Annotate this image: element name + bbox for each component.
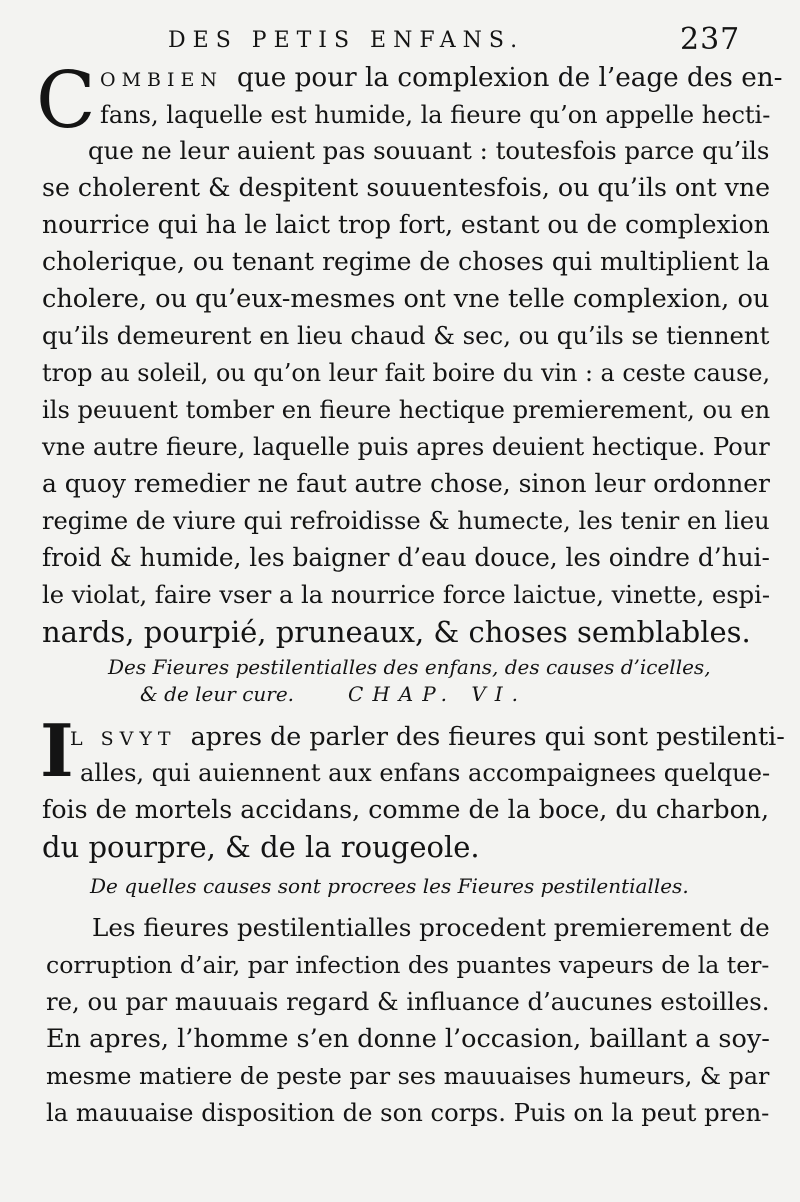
text-line: la mauuaise disposition de son corps. Puis on la peut pren- [46,1098,770,1127]
text-line: trop au soleil, ou qu’on leur fait boire du vin : a ceste cause, [42,359,771,387]
text-line-content: que pour la complexion de l’eage des en- [237,63,783,93]
lead-word: OMBIEN [100,69,223,91]
text-line: se cholerent & despitent souuentesfois, ou qu’ils ont vne [42,173,771,202]
text-line: froid & humide, les baigner d’eau douce, les oindre d’hui- [42,543,770,572]
text-line: regime de viure qui refroidisse & humecte, les tenir en lieu [42,507,770,535]
text-line: nards, pourpié, pruneaux, & choses semblables. [42,615,751,649]
drop-capital: C [36,56,96,146]
running-title: DES PETIS ENFANS. [168,28,525,53]
text-line: du pourpre, & de la rougeole. [42,830,480,864]
lead-word: L SVYT [70,728,177,750]
text-line: mesme matiere de peste par ses mauuaises humeurs, & par [46,1062,770,1090]
text-line: vne autre fieure, laquelle puis apres deuient hectique. Pour [42,433,770,461]
chapter-heading-text: & de leur cure. [140,682,295,706]
text-line: le violat, faire vser a la nourrice force laictue, vinette, espi- [42,581,771,609]
text-line: ils peuuent tomber en fieure hectique premierement, ou en [42,396,771,424]
text-line: que ne leur auient pas souuant : toutesfois parce qu’ils [88,136,770,165]
text-line: nourrice qui ha le laict trop fort, estant ou de complexion [42,210,770,239]
text-line: fans, laquelle est humide, la fieure qu’on appelle hecti- [100,101,771,129]
text-line: fois de mortels accidans, comme de la boce, du charbon, [42,795,770,824]
text-line: alles, qui auiennent aux enfans accompaignees quelque- [80,759,771,787]
text-line: re, ou par mauuais regard & influance d’aucunes estoilles. [46,987,770,1016]
text-line: cholere, ou qu’eux-mesmes ont vne telle complexion, ou [42,284,770,314]
page-number: 237 [680,22,741,57]
running-head [0,22,800,62]
chapter-heading-continued [140,681,527,707]
text-line: En apres, l’homme s’en donne l’occasion, baillant a soy- [46,1024,770,1054]
drop-capital: I [40,708,74,793]
chapter-heading: Des Fieures pestilentialles des enfans, des causes d’icelles, [108,655,711,679]
text-line: qu’ils demeurent en lieu chaud & sec, ou qu’ils se tiennent [42,321,770,350]
text-line-content: apres de parler des fieures qui sont pestilenti- [190,721,785,751]
chapter-label: CHAP. VI. [348,682,528,706]
text-line [100,60,783,98]
section-subheading: De quelles causes sont procrees les Fieures pestilentialles. [90,874,689,898]
text-line: corruption d’air, par infection des puantes vapeurs de la ter- [46,951,770,979]
text-line: Les fieures pestilentialles procedent premierement de [92,913,770,942]
text-line: a quoy remedier ne faut autre chose, sinon leur ordonner [42,469,770,498]
text-line: cholerique, ou tenant regime de choses qui multiplient la [42,247,770,276]
text-line [70,718,785,757]
